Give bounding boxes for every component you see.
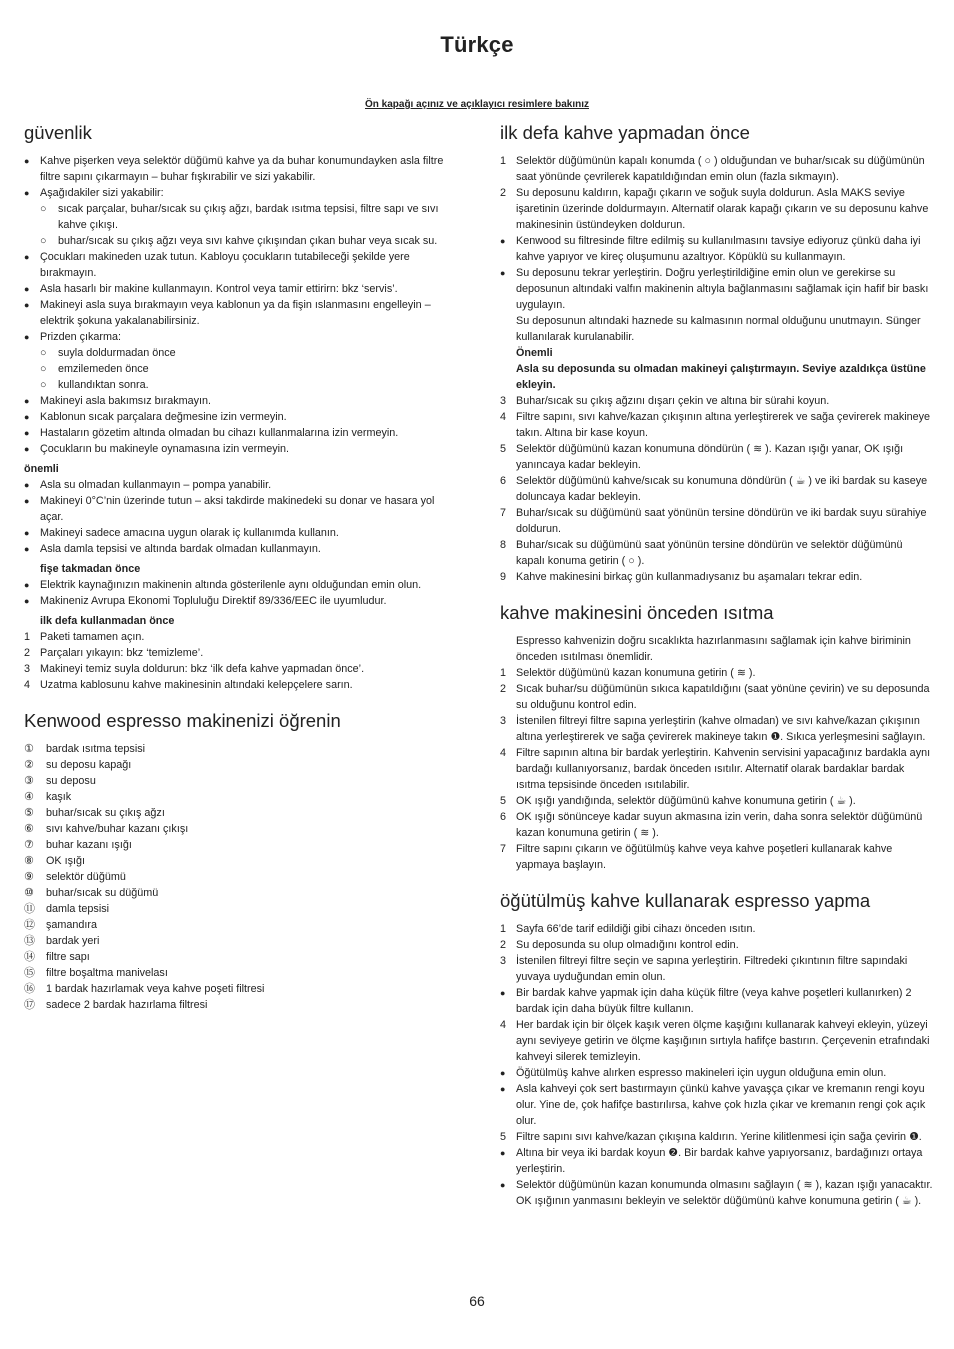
bullet-icon: ● [24, 544, 30, 554]
item-number: 2 [500, 683, 507, 695]
list-item [24, 329, 456, 345]
safety-list [24, 153, 456, 457]
safety-heading: güvenlik [24, 122, 92, 143]
list-item [24, 249, 456, 281]
list-item [24, 577, 456, 593]
item-text: OK ışığı [46, 855, 86, 867]
item-text: Paketi tamamen açın. [40, 631, 145, 643]
list-item [500, 1017, 934, 1065]
item-text: Kenwood su filtresinde filtre edilmiş su kullanılmasını tavsiye ediyoruz çünkü daha iyi kahve yapıyor ve kireç oluşumunu azaltıyor. Köpüklü su kullanmayın. [516, 235, 921, 263]
preheat-intro: Espresso kahvenizin doğru sıcaklıkta hazırlanmasını sağlamak için kahve biriminin önceden ısıtılması önemlidir. [516, 635, 911, 663]
list-item [24, 629, 456, 645]
item-number: 8 [500, 539, 507, 551]
list-item [24, 409, 456, 425]
list-item [500, 745, 934, 793]
item-number: 7 [500, 843, 507, 855]
item-number: 1 [500, 155, 507, 167]
list-item [500, 473, 934, 505]
item-number: ② [24, 759, 34, 771]
bullet-icon: ● [24, 580, 30, 590]
espresso-section [500, 890, 934, 1209]
item-number: ⑤ [24, 807, 34, 819]
left-column [24, 122, 456, 1030]
item-number: 1 [500, 667, 507, 679]
list-item [500, 713, 934, 745]
item-text: Buhar/sıcak su düğümünü saat yönünün tersine döndürün ve selektör düğümünü kapalı konuma getirin ( ○ ). [516, 539, 903, 567]
item-text: su deposu [46, 775, 96, 787]
first-use-label: ilk defa kullanmadan önce [40, 615, 175, 627]
page-title: Türkçe [440, 32, 514, 57]
item-text: Filtre sapının altına bir bardak yerleştirin. Kahvenin servisini yapacağınız bardakla aynı bardağı kullanıyorsanız, bardak önceden ısıtılır. Alternatif olarak bardaklar bardak ısıtma tepsisinde önceden ısıtılabilir. [516, 747, 931, 791]
preheat-heading: kahve makinesini önceden ısıtma [500, 602, 774, 623]
list-item [24, 933, 456, 949]
item-text: kaşık [46, 791, 72, 803]
item-text: Kahve pişerken veya selektör düğümü kahve ya da buhar konumundayken asla filtre filtre sapını çıkarmayın – buhar fışkırabilir ve sizi yakabilir. [40, 155, 444, 183]
item-text: OK ışığı sönünceye kadar suyun akmasına izin verin, daha sonra selektör düğümünü kazan konumuna getirin ( ≋ ). [516, 811, 923, 839]
bullet-icon: ● [24, 480, 30, 490]
item-number: 6 [500, 475, 507, 487]
item-text: Selektör düğümünün kapalı konumda ( ○ ) olduğundan ve buhar/sıcak su düğümünün saat yönünde çevrilerek kapatıldığından emin olun (fazla sıkmayın). [516, 155, 925, 183]
list-item [24, 789, 456, 805]
item-text: Altına bir veya iki bardak koyun ❷. Bir bardak kahve yapıyorsanız, bardağınızı ortaya yerleştirin. [516, 1147, 923, 1175]
item-text: Bir bardak kahve yapmak için daha küçük filtre (veya kahve poşetleri kullanırken) 2 bardak için daha büyük filtre kullanın. [516, 987, 912, 1015]
item-text: Sıcak buhar/su düğümünün sıkıca kapatıldığını (saat yönüne çevirin) ve su deposunda su olduğunu kontrol edin. [516, 683, 930, 711]
list-item [24, 677, 456, 693]
list-item [24, 661, 456, 677]
list-item [24, 853, 456, 869]
parts-heading: Kenwood espresso makinenizi öğrenin [24, 710, 341, 731]
item-text: İstenilen filtreyi filtre seçin ve sapına yerleştirin. Filtredeki çıkıntının filtre sapındaki yuvaya uyduğundan emin olun. [516, 955, 908, 983]
bullet-icon: ● [500, 236, 506, 246]
preheat-section [500, 602, 934, 873]
item-text: Her bardak için bir ölçek kaşık veren ölçme kaşığını kullanarak kahveyi ekleyin, yüzeyi aynı seviyeye getirin ve ölçme kaşığının sırtıyla hafifçe bastırın. Çerçevenin etrafındaki kahveyi silerek temizleyin. [516, 1019, 930, 1063]
item-number: 1 [24, 631, 31, 643]
list-item [500, 1081, 934, 1129]
list-item [24, 281, 456, 297]
item-number: ⑪ [24, 903, 35, 915]
list-item [500, 809, 934, 841]
item-text: Prizden çıkarma: [40, 331, 122, 343]
list-item [24, 917, 456, 933]
bullet-icon: ● [500, 1180, 506, 1190]
list-item [24, 441, 456, 457]
list-item [500, 393, 934, 409]
item-number: 3 [500, 955, 507, 967]
item-text: su deposu kapağı [46, 759, 132, 771]
item-text: sadece 2 bardak hazırlama filtresi [46, 999, 208, 1011]
item-number: ⑮ [24, 967, 35, 979]
hollow-bullet-icon: ○ [40, 363, 47, 375]
item-text: Çocukları makineden uzak tutun. Kabloyu çocukların tutabileceği şekilde yere bırakmayın. [40, 251, 410, 279]
item-number: 1 [500, 923, 507, 935]
bullet-icon: ● [500, 1084, 506, 1094]
list-item [500, 793, 934, 809]
first-use-list [24, 629, 456, 693]
list-item [24, 153, 456, 185]
list-item [500, 185, 934, 233]
item-text: Parçaları yıkayın: bkz ‘temizleme’. [40, 647, 204, 659]
item-text: damla tepsisi [46, 903, 110, 915]
list-item [24, 981, 456, 997]
list-item [500, 313, 934, 345]
list-item [24, 201, 456, 233]
item-text: filtre boşaltma manivelası [46, 967, 168, 979]
first-time-heading: ilk defa kahve yapmadan önce [500, 122, 750, 143]
list-item [500, 537, 934, 569]
list-item [24, 869, 456, 885]
bullet-icon: ● [24, 300, 30, 310]
list-item [500, 361, 934, 393]
item-text: Makineniz Avrupa Ekonomi Topluluğu Direktif 89/336/EEC ile uyumludur. [40, 595, 387, 607]
list-item [500, 1129, 934, 1145]
item-number: 4 [500, 1019, 507, 1031]
item-text: Su deposunu kaldırın, kapağı çıkarın ve soğuk suyla doldurun. Asla MAKS seviye işaretinin üzerinde doldurmayın. Alternatif olarak kapağı çıkarın ve su deposunu kahve makinesinin üstündeyken doldurun. [516, 187, 929, 231]
bullet-icon: ● [24, 428, 30, 438]
bullet-icon: ● [24, 496, 30, 506]
parts-list [24, 741, 456, 1013]
item-number: 5 [500, 443, 507, 455]
list-item [24, 425, 456, 441]
bullet-icon: ● [24, 528, 30, 538]
list-item [500, 345, 934, 361]
item-text: buhar/sıcak su düğümü [46, 887, 159, 899]
bullet-icon: ● [24, 252, 30, 262]
item-text: buhar/sıcak su çıkış ağzı veya sıvı kahve çıkışından çıkan buhar veya sıcak su. [58, 235, 438, 247]
item-text: buhar kazanı ışığı [46, 839, 132, 851]
item-text: Su deposunun altındaki haznede su kalmasının normal olduğunu unutmayın. Sünger kullanılarak kurulanabilir. [516, 315, 921, 343]
list-item [24, 773, 456, 789]
bullet-icon: ● [24, 332, 30, 342]
item-text: Uzatma kablosunu kahve makinesinin altındaki kelepçelere sarın. [40, 679, 353, 691]
bullet-icon: ● [24, 156, 30, 166]
item-text: Hastaların gözetim altında olmadan bu cihazı kullanmalarına izin vermeyin. [40, 427, 399, 439]
list-item [24, 821, 456, 837]
list-item [500, 841, 934, 873]
item-text: şamandıra [46, 919, 98, 931]
item-text: Selektör düğümünün kazan konumunda olmasını sağlayın ( ≋ ), kazan ışığı yanacaktır. OK ışığının yanmasını bekleyin ve selektör düğümünü kahve konumuna getirin ( ☕ ). [516, 1179, 933, 1207]
item-number: 2 [500, 187, 507, 199]
list-item [500, 921, 934, 937]
item-number: ① [24, 743, 34, 755]
item-text: bardak yeri [46, 935, 100, 947]
item-text: Filtre sapını sıvı kahve/kazan çıkışına kaldırın. Yerine kilitlenmesi için sağa çevirin ❶. [516, 1131, 922, 1143]
list-item [500, 441, 934, 473]
first-time-list [500, 153, 934, 585]
hollow-bullet-icon: ○ [40, 235, 47, 247]
important-label: önemli [24, 463, 59, 475]
list-item [24, 885, 456, 901]
list-item [500, 505, 934, 537]
item-number: 5 [500, 1131, 507, 1143]
list-item [500, 153, 934, 185]
list-item [24, 965, 456, 981]
right-column [500, 122, 934, 1226]
list-item [500, 953, 934, 985]
list-item [24, 997, 456, 1013]
item-text: filtre sapı [46, 951, 90, 963]
preheat-list [500, 665, 934, 873]
item-number: 3 [500, 715, 507, 727]
item-text: Selektör düğümünü kazan konumuna döndürün ( ≋ ). Kazan ışığı yanar, OK ışığı yanıncaya kadar bekleyin. [516, 443, 904, 471]
item-text: Makineyi temiz suyla doldurun: bkz ‘ilk defa kahve yapmadan önce’. [40, 663, 365, 675]
page-number: 66 [469, 1293, 485, 1309]
list-item [24, 837, 456, 853]
safety-section [24, 122, 456, 693]
item-text: Selektör düğümünü kahve/sıcak su konumuna döndürün ( ☕ ) ve iki bardak su kaseye doluncaya kadar bekleyin. [516, 475, 928, 503]
item-text: İstenilen filtreyi filtre sapına yerleştirin (kahve olmadan) ve sıvı kahve/kazan çıkışının altına yerleştirerek ve sağa çevirerek makineye takın ❶. Sıkıca yerleşmesini sağlayın. [516, 715, 926, 743]
list-item [500, 1145, 934, 1177]
list-item [24, 541, 456, 557]
cover-note: Ön kapağı açınız ve açıklayıcı resimlere bakınız [364, 99, 589, 110]
item-text: Selektör düğümünü kazan konumuna getirin ( ≋ ). [516, 667, 756, 679]
list-item [24, 741, 456, 757]
item-text: Öğütülmüş kahve alırken espresso makineleri için uygun olduğuna emin olun. [516, 1067, 887, 1079]
list-item [500, 1177, 934, 1209]
item-text: Filtre sapını çıkarın ve öğütülmüş kahve veya kahve poşetleri kullanarak kahve yapmaya başlayın. [516, 843, 893, 871]
bullet-icon: ● [24, 444, 30, 454]
item-text: Filtre sapını, sıvı kahve/kazan çıkışının altına yerleştirerek ve sağa çevirerek makineye takın. Altına bir kase koyun. [516, 411, 931, 439]
item-number: ⑬ [24, 935, 35, 947]
list-item [24, 949, 456, 965]
item-number: 3 [500, 395, 507, 407]
list-item [500, 985, 934, 1017]
item-text: Elektrik kaynağınızın makinenin altında gösterilenle aynı olduğundan emin olun. [40, 579, 422, 591]
item-text: Önemli [516, 347, 553, 359]
item-number: ⑦ [24, 839, 34, 851]
list-item [24, 361, 456, 377]
parts-section [24, 710, 456, 1013]
list-item [24, 477, 456, 493]
list-item [24, 901, 456, 917]
list-item [500, 409, 934, 441]
list-item [500, 265, 934, 313]
item-number: 4 [24, 679, 31, 691]
list-item [24, 493, 456, 525]
bullet-icon: ● [500, 1068, 506, 1078]
item-number: ⑧ [24, 855, 34, 867]
list-item [24, 297, 456, 329]
hollow-bullet-icon: ○ [40, 203, 47, 215]
item-text: emzilemeden önce [58, 363, 149, 375]
item-text: sıvı kahve/buhar kazanı çıkışı [46, 823, 189, 835]
item-number: ⑯ [24, 983, 35, 995]
item-text: Asla su olmadan kullanmayın – pompa yanabilir. [40, 479, 272, 491]
item-text: Aşağıdakiler sizi yakabilir: [40, 187, 164, 199]
list-item [24, 185, 456, 201]
item-text: kullandıktan sonra. [58, 379, 149, 391]
item-text: sıcak parçalar, buhar/sıcak su çıkış ağzı, bardak ısıtma tepsisi, filtre sapı ve sıvı kahve çıkışı. [58, 203, 439, 231]
important-list [24, 477, 456, 557]
item-text: Asla hasarlı bir makine kullanmayın. Kontrol veya tamir ettirirn: bkz ‘servis’. [40, 283, 398, 295]
item-text: Makineyi asla suya bırakmayın veya kablonun ya da fişin ıslanmasını engelleyin – elektrik şokuna yakalanabilirsiniz. [40, 299, 431, 327]
bullet-icon: ● [500, 1148, 506, 1158]
list-item [24, 525, 456, 541]
item-text: selektör düğümü [46, 871, 126, 883]
item-number: ⑭ [24, 951, 35, 963]
list-item [24, 345, 456, 361]
item-text: Çocukların bu makineyle oynamasına izin vermeyin. [40, 443, 290, 455]
plug-label: fişe takmadan önce [40, 563, 141, 575]
bullet-icon: ● [24, 412, 30, 422]
item-text: Kahve makinesini birkaç gün kullanmadıysanız bu aşamaları tekrar edin. [516, 571, 863, 583]
item-text: Su deposunda su olup olmadığını kontrol edin. [516, 939, 739, 951]
item-text: Asla su deposunda su olmadan makineyi çalıştırmayın. Seviye azaldıkça üstüne ekleyin. [516, 363, 926, 391]
list-item [24, 393, 456, 409]
item-text: Kablonun sıcak parçalara değmesine izin vermeyin. [40, 411, 287, 423]
item-text: suyla doldurmadan önce [58, 347, 176, 359]
item-number: 4 [500, 411, 507, 423]
item-number: 9 [500, 571, 507, 583]
item-number: ⑰ [24, 999, 35, 1011]
item-number: ⑩ [24, 887, 34, 899]
bullet-icon: ● [500, 268, 506, 278]
item-text: OK ışığı yandığında, selektör düğümünü kahve konumuna getirin ( ☕ ). [516, 795, 856, 807]
item-text: Asla kahveyi çok sert bastırmayın çünkü kahve yavaşça çıkar ve kremanın rengi koyu olur. Yine de, çok hafifçe bastırılırsa, kahve çok hızla çıkar ve kremanın rengi çok açık olur. [516, 1083, 926, 1127]
hollow-bullet-icon: ○ [40, 379, 47, 391]
list-item [24, 377, 456, 393]
item-text: Buhar/sıcak su düğümünü saat yönünün tersine döndürün ve iki bardak suyu sürahiye doldurun. [516, 507, 927, 535]
list-item [24, 645, 456, 661]
list-item [500, 569, 934, 585]
item-text: Makineyi sadece amacına uygun olarak iç kullanımda kullanın. [40, 527, 339, 539]
item-number: 4 [500, 747, 507, 759]
list-item [24, 233, 456, 249]
list-item [24, 593, 456, 609]
item-text: Makineyi asla bakımsız bırakmayın. [40, 395, 212, 407]
item-number: 2 [500, 939, 507, 951]
item-number: ④ [24, 791, 34, 803]
hollow-bullet-icon: ○ [40, 347, 47, 359]
list-item [500, 665, 934, 681]
list-item [500, 937, 934, 953]
item-text: buhar/sıcak su çıkış ağzı [46, 807, 165, 819]
item-text: Sayfa 66’de tarif edildiği gibi cihazı önceden ısıtın. [516, 923, 756, 935]
item-text: Buhar/sıcak su çıkış ağzını dışarı çekin ve altına bir sürahi koyun. [516, 395, 830, 407]
list-item [500, 233, 934, 265]
item-text: Su deposunu tekrar yerleştirin. Doğru yerleştirildiğine emin olun ve gerekirse su deposunun altındaki valfın makinenin altıyla bağlanmasını sağlamak için hafif bir baskı uygulayın. [516, 267, 929, 311]
list-item [24, 805, 456, 821]
item-number: ③ [24, 775, 34, 787]
item-text: bardak ısıtma tepsisi [46, 743, 146, 755]
item-number: ⑥ [24, 823, 34, 835]
item-number: 6 [500, 811, 507, 823]
list-item [24, 757, 456, 773]
espresso-heading: öğütülmüş kahve kullanarak espresso yapma [500, 890, 871, 911]
item-number: 2 [24, 647, 31, 659]
bullet-icon: ● [500, 988, 506, 998]
first-time-section [500, 122, 934, 585]
bullet-icon: ● [24, 284, 30, 294]
list-item [500, 1065, 934, 1081]
bullet-icon: ● [24, 396, 30, 406]
item-text: 1 bardak hazırlamak veya kahve poşeti filtresi [46, 983, 265, 995]
plug-list [24, 577, 456, 609]
item-number: ⑫ [24, 919, 35, 931]
item-number: 3 [24, 663, 31, 675]
item-number: 5 [500, 795, 507, 807]
espresso-list [500, 921, 934, 1209]
list-item [500, 681, 934, 713]
bullet-icon: ● [24, 596, 30, 606]
item-text: Asla damla tepsisi ve altında bardak olmadan kullanmayın. [40, 543, 321, 555]
bullet-icon: ● [24, 188, 30, 198]
item-number: 7 [500, 507, 507, 519]
item-number: ⑨ [24, 871, 34, 883]
item-text: Makineyi 0°C’nin üzerinde tutun – aksi takdirde makinedeki su donar ve hasara yol açar. [40, 495, 435, 523]
